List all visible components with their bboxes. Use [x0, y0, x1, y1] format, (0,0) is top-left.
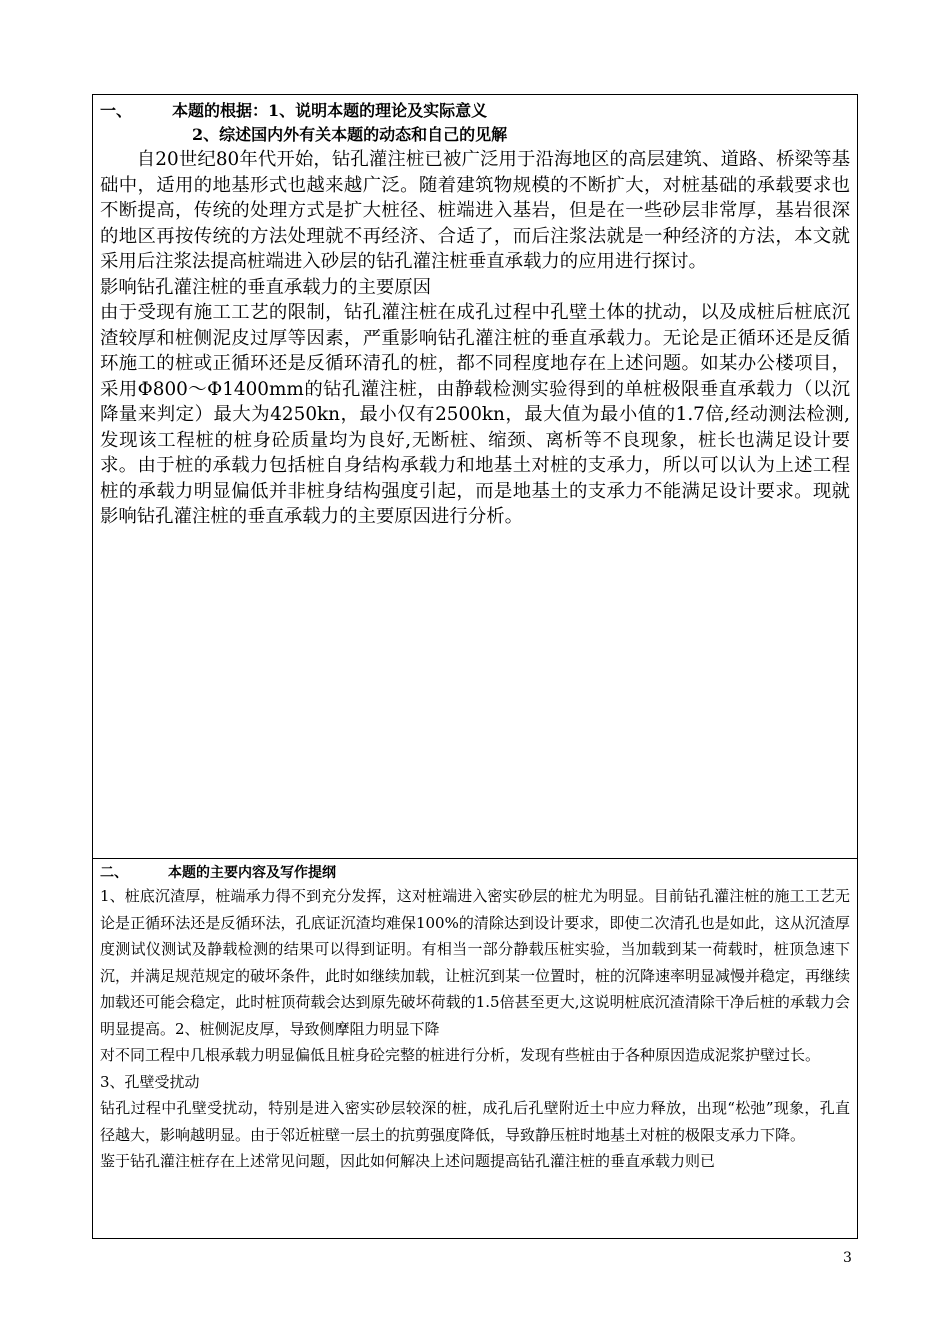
section-1-paragraph-2: 由于受现有施工工艺的限制，钻孔灌注桩在成孔过程中孔壁土体的扰动，以及成桩后桩底沉渣较厚和桩侧泥皮过厚等因素，严重影响钻孔灌注桩的垂直承载力。无论是正循环还是反循环施工的桩或正循环还是反循环清孔的桩，都不同程度地存在上述问题。如某办公楼项目，采用Φ800～Φ1400mm的钻孔灌注桩，由静载检测实验得到的单桩极限垂直承载力（以沉降量来判定）最大为4250kn，最小仅有2500kn，最大值为最小值的1.7倍,经动测法检测,发现该工程桩的桩身砼质量均为良好,无断桩、缩颈、离析等不良现象，桩长也满足设计要求。由于桩的承载力包括桩自身结构承载力和地基土对桩的支承力，所以可以认为上述工程桩的承载力明显偏低并非桩身结构强度引起，而是地基土的支承力不能满足设计要求。现就影响钻孔灌注桩的垂直承载力的主要原因进行分析。 [100, 302, 850, 527]
section-2-heading [100, 863, 850, 883]
section-2-heading-text: 本题的主要内容及写作提纲 [168, 865, 336, 881]
section-2-paragraph-1: 1、桩底沉渣厚，桩端承力得不到充分发挥，这对桩端进入密实砂层的桩尤为明显。目前钻孔灌注桩的施工工艺无论是正循环法还是反循环法，孔底证沉渣均难保100%的清除达到设计要求，即使二次清孔也是如此，这从沉渣厚度测试仪测试及静载检测的结果可以得到证明。有相当一部分静载压桩实验，当加载到某一荷载时，桩顶急速下沉，并满足规范规定的破坏条件，此时如继续加载，让桩沉到某一位置时，桩的沉降速率明显减慢并稳定，再继续加载还可能会稳定，此时桩顶荷载会达到原先破坏荷载的1.5倍甚至更大,这说明桩底沉渣清除干净后桩的承载力会明显提高。2、桩侧泥皮厚，导致侧摩阻力明显下降 [100, 887, 851, 1038]
section-1-subtitle: 影响钻孔灌注桩的垂直承载力的主要原因 [100, 276, 432, 298]
section-1-cell [93, 95, 857, 859]
section-2-paragraph-2: 对不同工程中几根承载力明显偏低且桩身砼完整的桩进行分析，发现有些桩由于各种原因造成泥浆护壁过长。 [100, 1046, 821, 1064]
section-1-heading-line-1: 本题的根据：1、说明本题的理论及实际意义 [172, 101, 488, 120]
section-1-paragraph-1: 自20世纪80年代开始，钻孔灌注桩已被广泛用于沿海地区的高层建筑、道路、桥梁等基础中，适用的地基形式也越来越广泛。随着建筑物规模的不断扩大，对桩基础的承载要求也不断提高，传统的处理方式是扩大桩径、桩端进入基岩，但是在一些砂层非常厚，基岩很深的地区再按传统的方法处理就不再经济、合适了，而后注浆法就是一种经济的方法，本文就采用后注浆法提高桩端进入砂层的钻孔灌注桩垂直承载力的应用进行探讨。 [100, 149, 850, 272]
section-2-number: 二、 [100, 865, 128, 881]
form-table [92, 94, 858, 1239]
section-2-paragraph-5: 鉴于钻孔灌注桩存在上述常见问题，因此如何解决上述问题提高钻孔灌注桩的垂直承载力则已 [100, 1152, 716, 1170]
section-2-paragraph-4: 钻孔过程中孔壁受扰动，特别是进入密实砂层较深的桩，成孔后孔壁附近土中应力释放，出现“松弛”现象，孔直径越大，影响越明显。由于邻近桩壁一层土的抗剪强度降低，导致静压桩时地基土对桩的极限支承力下降。 [100, 1099, 850, 1144]
section-1-heading [100, 99, 850, 123]
section-2-paragraph-3: 3、孔壁受扰动 [100, 1072, 200, 1091]
section-1-number: 一、 [100, 101, 133, 120]
section-1-heading-line-2: 2、综述国内外有关本题的动态和自己的见解 [192, 125, 508, 144]
section-2-cell [93, 859, 857, 1238]
page-number: 3 [843, 1250, 852, 1266]
